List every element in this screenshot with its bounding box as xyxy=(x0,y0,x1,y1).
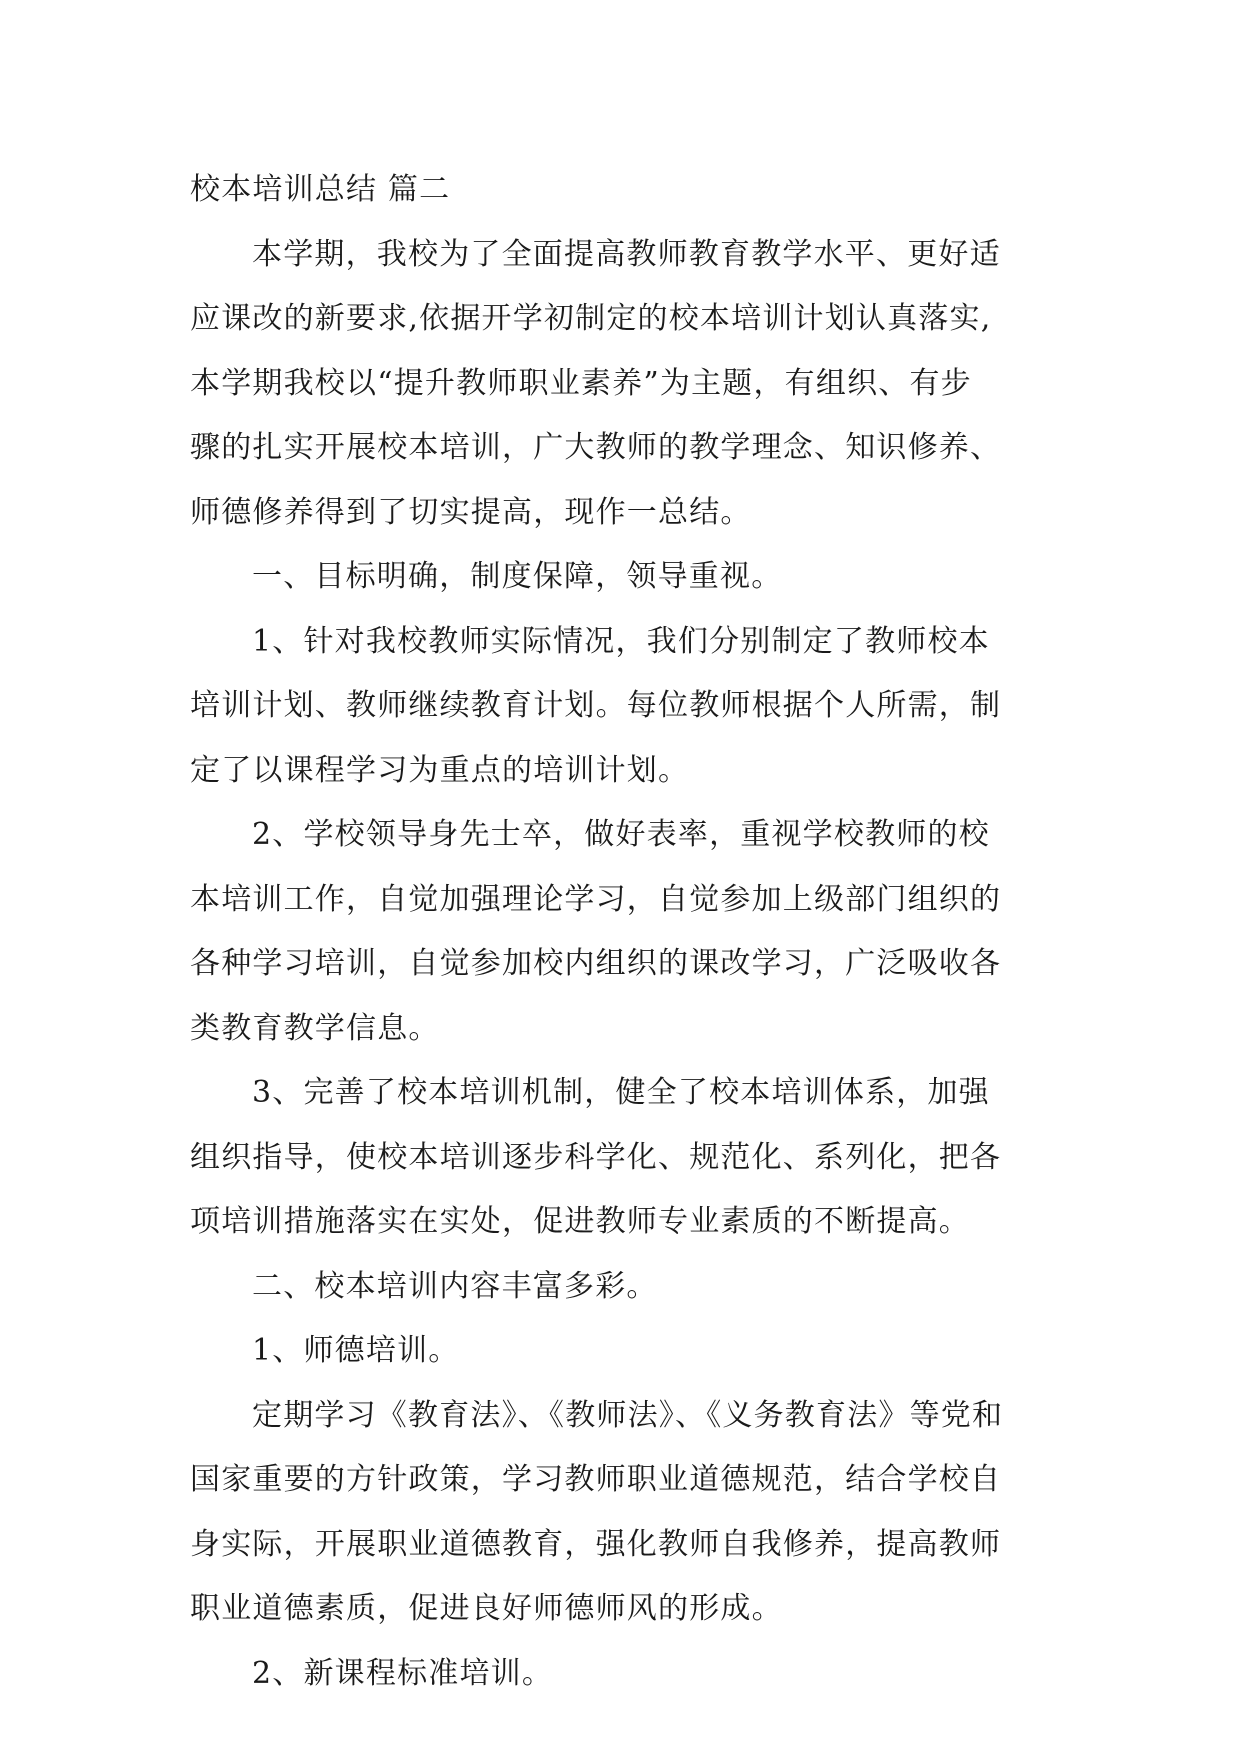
paragraph-line: 1、师德培训。 xyxy=(252,1333,460,1368)
document-body xyxy=(190,158,1090,1706)
paragraph-line: 本培训工作，自觉加强理论学习，自觉参加上级部门组织的 xyxy=(190,881,1002,917)
paragraph-line: 定期学习《教育法》、《教师法》、《义务教育法》等党和 xyxy=(252,1397,1004,1433)
paragraph-line: 定了以课程学习为重点的培训计划。 xyxy=(190,752,690,788)
paragraph-line: 项培训措施落实在实处，促进教师专业素质的不断提高。 xyxy=(190,1204,970,1239)
subsection-heading xyxy=(190,1319,1090,1384)
paragraph-line: 组织指导，使校本培训逐步科学化、规范化、系列化，把各 xyxy=(190,1139,1002,1175)
paragraph-line: 本学期，我校为了全面提高教师教育教学水平、更好适 xyxy=(252,236,1001,272)
paragraph-line: 职业道德素质，促进良好师德师风的形成。 xyxy=(190,1591,783,1626)
paragraph-line: 身实际，开展职业道德教育，强化教师自我修养，提高教师 xyxy=(190,1526,1002,1562)
paragraph xyxy=(190,1061,1090,1255)
paragraph-line: 类教育教学信息。 xyxy=(190,1010,440,1046)
paragraph-line: 2、新课程标准培训。 xyxy=(252,1655,554,1691)
paragraph-list xyxy=(190,223,1090,1707)
paragraph-line: 国家重要的方针政策，学习教师职业道德规范，结合学校自 xyxy=(190,1462,1002,1497)
paragraph-line: 二、校本培训内容丰富多彩。 xyxy=(252,1268,658,1304)
paragraph-line: 培训计划、教师继续教育计划。每位教师根据个人所需，制 xyxy=(190,688,1002,723)
paragraph xyxy=(190,1384,1090,1642)
paragraph-line: 2、学校领导身先士卒，做好表率，重视学校教师的校 xyxy=(252,817,990,852)
paragraph-line: 本学期我校以“提升教师职业素养”为主题，有组织、有步 xyxy=(190,365,972,401)
document-title: 校本培训总结 篇二 xyxy=(190,172,451,207)
paragraph-line: 1、针对我校教师实际情况，我们分别制定了教师校本 xyxy=(252,623,990,659)
paragraph-line: 应课改的新要求,依据开学初制定的校本培训计划认真落实, xyxy=(190,301,992,336)
paragraph xyxy=(190,803,1090,1061)
paragraph-line: 各种学习培训，自觉参加校内组织的课改学习，广泛吸收各 xyxy=(190,946,1002,981)
paragraph-line: 一、目标明确，制度保障，领导重视。 xyxy=(252,559,783,594)
section-heading xyxy=(190,1255,1090,1320)
paragraph-line: 3、完善了校本培训机制，健全了校本培训体系，加强 xyxy=(252,1075,990,1110)
paragraph xyxy=(190,610,1090,804)
section-heading xyxy=(190,545,1090,610)
paragraph xyxy=(190,223,1090,546)
subsection-heading xyxy=(190,1642,1090,1707)
paragraph-line: 骤的扎实开展校本培训，广大教师的教学理念、知识修养、 xyxy=(190,430,1002,465)
paragraph-line: 师德修养得到了切实提高，现作一总结。 xyxy=(190,494,752,530)
